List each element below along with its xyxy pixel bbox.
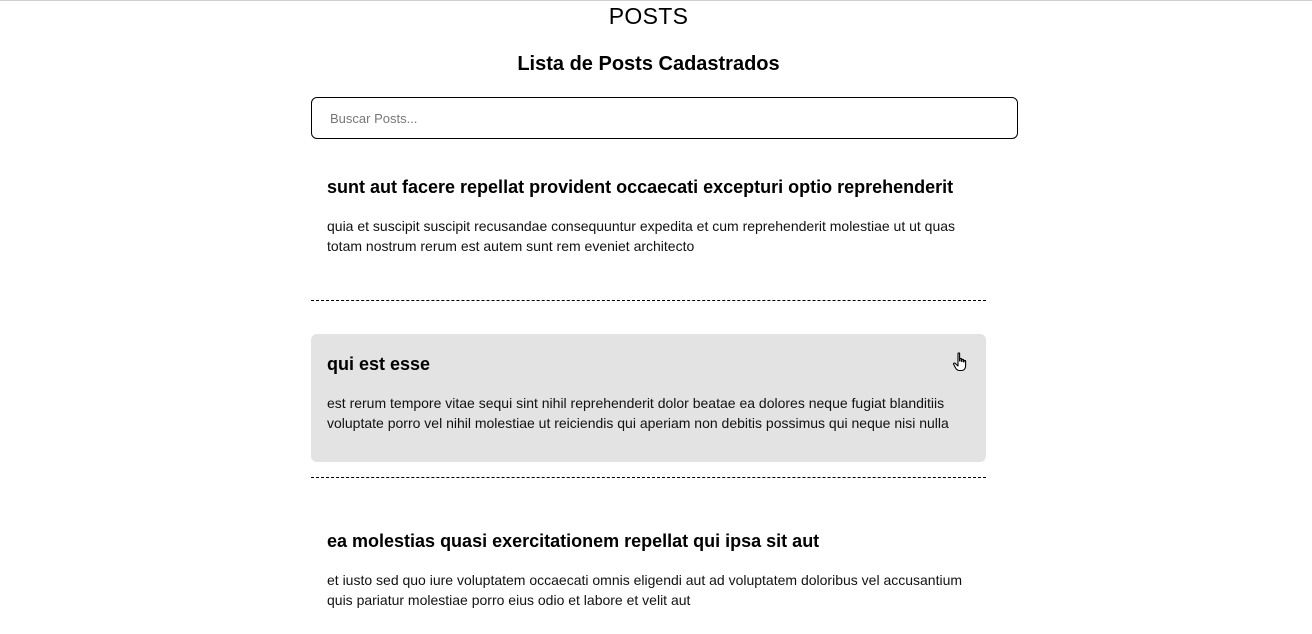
- post-divider: [311, 300, 986, 301]
- hand-pointer-icon: [952, 352, 970, 372]
- post-item[interactable]: [311, 334, 986, 462]
- page-title: POSTS: [608, 3, 689, 29]
- search-box: [311, 97, 1018, 139]
- top-rule: [0, 0, 1312, 1]
- post-divider: [311, 477, 986, 478]
- post-item[interactable]: [311, 157, 986, 285]
- post-item[interactable]: [311, 511, 986, 634]
- post-title: ea molestias quasi exercitationem repellat qui ipsa sit aut: [327, 531, 820, 551]
- search-input[interactable]: [328, 110, 1017, 127]
- post-title: sunt aut facere repellat provident occaecati excepturi optio reprehenderit: [327, 177, 954, 197]
- post-title: qui est esse: [327, 354, 431, 374]
- post-body: quia et suscipit suscipit recusandae consequuntur expedita et cum reprehenderit molestiae ut ut quas totam nostrum rerum est autem sunt rem eveniet architecto: [327, 218, 956, 254]
- post-body: et iusto sed quo iure voluptatem occaecati omnis eligendi aut ad voluptatem doloribus vel accusantium quis pariatur molestiae porro eius odio et labore et velit aut: [327, 572, 963, 608]
- page-subtitle: Lista de Posts Cadastrados: [517, 53, 780, 75]
- post-body: est rerum tempore vitae sequi sint nihil reprehenderit dolor beatae ea dolores neque fugiat blanditiis voluptate porro vel nihil molestiae ut reiciendis qui aperiam non debitis possimus qui neque nisi nulla: [327, 395, 949, 431]
